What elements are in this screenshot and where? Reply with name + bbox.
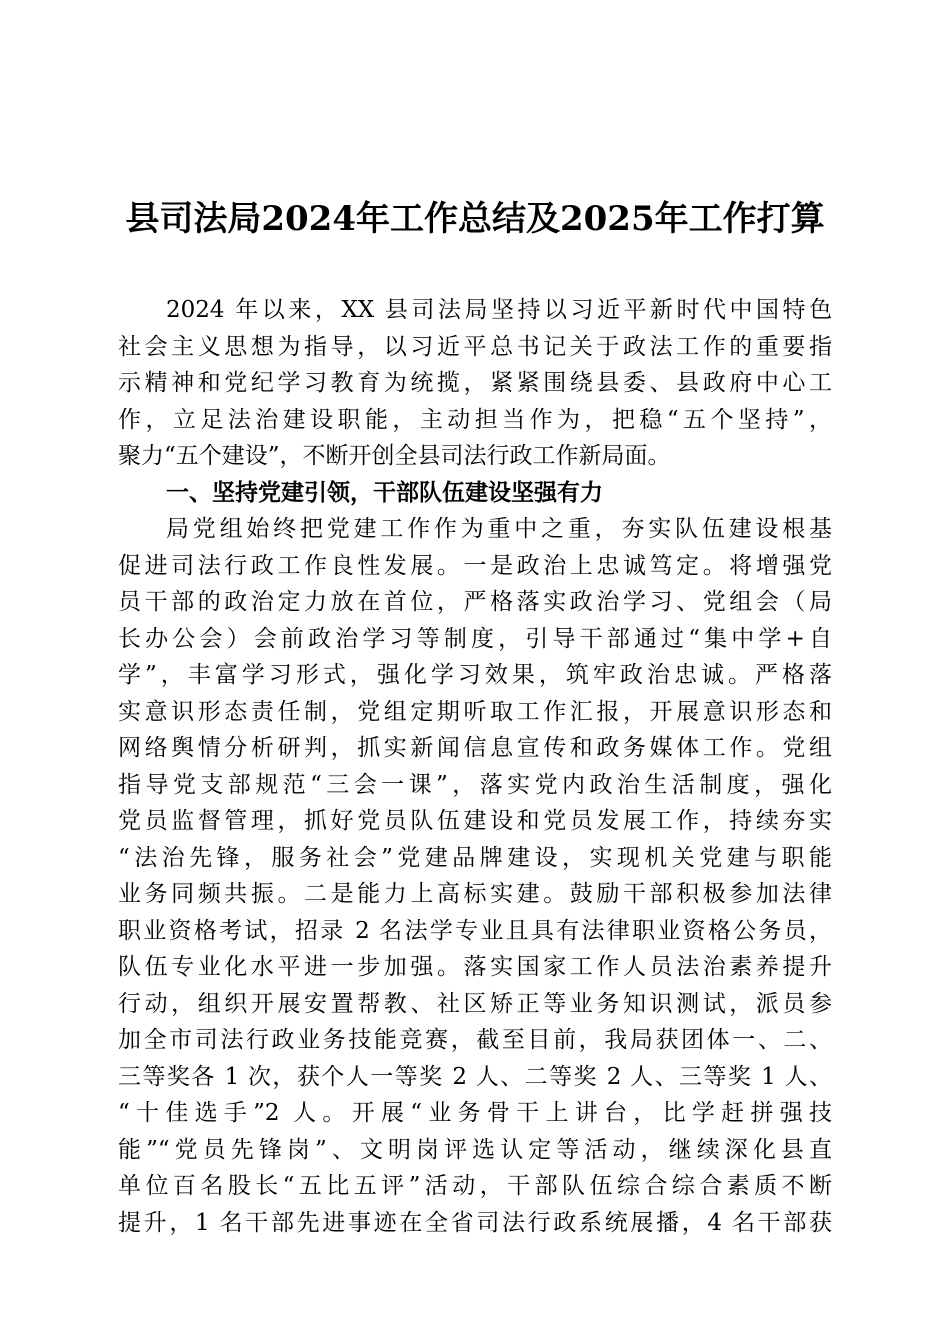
paragraph-line: 局党组始终把党建工作作为重中之重，夯实队伍建设根基	[166, 516, 832, 542]
paragraph-line: 业务同频共振。二是能力上高标实建。鼓励干部积极参加法律	[118, 881, 832, 907]
document-title: 县司法局2024年工作总结及2025年工作打算	[125, 199, 825, 239]
paragraph-line: 职业资格考试，招录 2 名法学专业且具有法律职业资格公务员，	[118, 917, 832, 944]
paragraph-line: 加全市司法行政业务技能竞赛，截至目前，我局获团体一、二、	[118, 1027, 832, 1053]
paragraph-line: 聚力“五个建设”，不断开创全县司法行政工作新局面。	[118, 443, 671, 469]
paragraph-line: 长办公会）会前政治学习等制度，引导干部通过“集中学+自	[118, 625, 832, 652]
paragraph-line: 网络舆情分析研判，抓实新闻信息宣传和政务媒体工作。党组	[118, 735, 832, 761]
paragraph-line: 学”，丰富学习形式，强化学习效果，筑牢政治忠诚。严格落	[118, 662, 832, 688]
paragraph-line: 队伍专业化水平进一步加强。落实国家工作人员法治素养提升	[118, 954, 832, 980]
paragraph-line: 党员监督管理，抓好党员队伍建设和党员发展工作，持续夯实	[118, 808, 832, 834]
paragraph-line: 实意识形态责任制，党组定期听取工作汇报，开展意识形态和	[118, 698, 832, 725]
paragraph-line: 2024 年以来，XX 县司法局坚持以习近平新时代中国特色	[166, 297, 832, 323]
paragraph-line: “法治先锋，服务社会”党建品牌建设，实现机关党建与职能	[118, 844, 832, 871]
paragraph-line: 作，立足法治建设职能，主动担当作为，把稳“五个坚持”，	[118, 406, 832, 433]
paragraph-line: 单位百名股长“五比五评”活动，干部队伍综合综合素质不断	[118, 1173, 832, 1199]
paragraph-line: 促进司法行政工作良性发展。一是政治上忠诚笃定。将增强党	[118, 552, 832, 579]
section-heading: 一、坚持党建引领，干部队伍建设坚强有力	[166, 479, 603, 506]
paragraph-line: 行动，组织开展安置帮教、社区矫正等业务知识测试，派员参	[118, 990, 832, 1017]
paragraph-line: 员干部的政治定力放在首位，严格落实政治学习、党组会（局	[118, 589, 832, 615]
paragraph-line: 三等奖各 1 次，获个人一等奖 2 人、二等奖 2 人、三等奖 1 人、	[118, 1063, 832, 1090]
paragraph-line: 指导党支部规范“三会一课”，落实党内政治生活制度，强化	[118, 771, 832, 798]
paragraph-line: 示精神和党纪学习教育为统揽，紧紧围绕县委、县政府中心工	[118, 370, 832, 396]
paragraph-line: 提升，1 名干部先进事迹在全省司法行政系统展播，4 名干部获	[118, 1209, 832, 1236]
paragraph-line: 社会主义思想为指导，以习近平总书记关于政法工作的重要指	[118, 333, 832, 360]
paragraph-line: “十佳选手”2 人。开展“业务骨干上讲台，比学赶拼强技	[118, 1100, 832, 1126]
paragraph-line: 能”“党员先锋岗”、文明岗评选认定等活动，继续深化县直	[118, 1136, 832, 1163]
document-body	[118, 292, 832, 1241]
